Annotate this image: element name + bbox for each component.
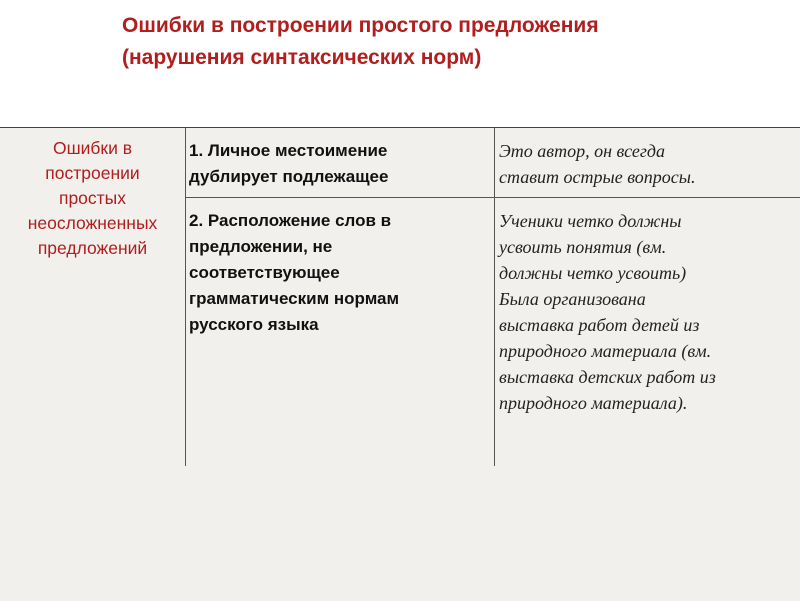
error-line: грамматическим нормам [189, 289, 400, 308]
error-line: русского языка [189, 315, 319, 334]
error-cell-1 [186, 128, 495, 198]
category-line: Ошибки в [52, 138, 133, 158]
example-line: Была организована [499, 289, 646, 309]
example-cell-2 [495, 198, 800, 466]
error-line: соответствующее [189, 263, 340, 282]
category-cell [0, 128, 186, 466]
example-line: ставит острые вопросы. [499, 167, 696, 187]
example-line: Это автор, он всегда [499, 141, 665, 161]
example-line: Ученики четко должны [499, 211, 682, 231]
example-cell-1 [495, 128, 800, 198]
error-cell-2 [186, 198, 495, 466]
title-line-2: (нарушения синтаксических норм) [122, 46, 482, 69]
example-line: выставка детских работ из [499, 367, 716, 387]
category-line: построении [45, 163, 140, 183]
category-line: предложений [37, 238, 148, 258]
example-line: природного материала). [499, 393, 688, 413]
error-line: 1. Личное местоимение [189, 141, 388, 160]
error-line: 2. Расположение слов в [189, 211, 392, 230]
category-line: неосложненных [27, 213, 158, 233]
error-line: дублирует подлежащее [189, 167, 389, 186]
example-line: должны четко усвоить) [499, 263, 687, 283]
category-line: простых [58, 188, 127, 208]
title-line-1: Ошибки в построении простого предложения [122, 14, 599, 37]
errors-table [0, 127, 800, 601]
example-line: выставка работ детей из [499, 315, 700, 335]
example-line: усвоить понятия (вм. [499, 237, 667, 257]
slide-title [122, 10, 782, 74]
error-line: предложении, не [189, 237, 333, 256]
example-line: природного материала (вм. [499, 341, 712, 361]
